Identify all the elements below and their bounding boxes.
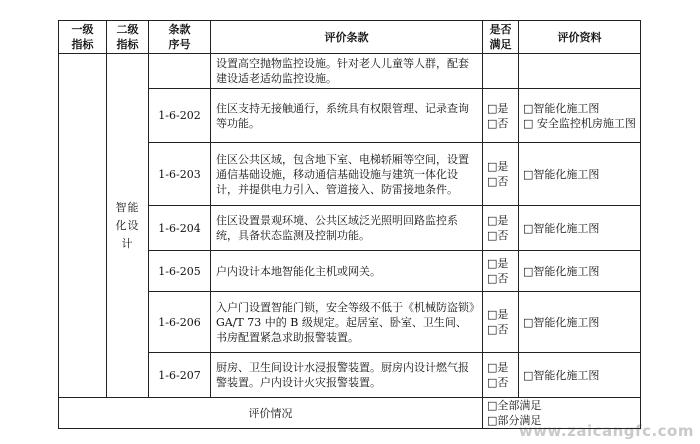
header-row	[59, 21, 641, 54]
clause-text: 住区支持无接触通行，系统具有权限管理、记录查询等功能。	[211, 89, 483, 143]
material-checkbox[interactable]: □智能化施工图	[523, 221, 600, 235]
clause-text: 入户门设置智能门锁，安全等级不低于《机械防盗锁》GA/T 73 中的 B 级规定。起居室、卧室、卫生间、书房配置紧急求助报警装置。	[211, 292, 483, 353]
material-checkbox[interactable]: □智能化施工图	[523, 264, 600, 278]
checkbox-no[interactable]: □否	[487, 376, 509, 389]
checkbox-no[interactable]: □否	[487, 323, 509, 336]
evaluation-table	[58, 20, 641, 429]
clause-text: 住区公共区域，包含地下室、电梯轿厢等空间，设置通信基础设施，移动通信基础设施与建筑一体化设计，并提供电力引入、管道接入、防雷接地条件。	[211, 143, 483, 206]
material-cell	[519, 206, 641, 251]
watermark: www.zaicangfc.com	[518, 422, 694, 440]
checkbox-partially-met[interactable]: □部分满足	[487, 414, 542, 427]
checkbox-yes[interactable]: □是	[487, 257, 509, 270]
material-cell	[519, 292, 641, 353]
checkbox-all-met[interactable]: □全部满足	[487, 399, 542, 412]
clause-code: 1-6-207	[149, 353, 211, 398]
material-checkbox[interactable]: □智能化施工图	[523, 101, 600, 115]
checkbox-yes[interactable]: □是	[487, 214, 509, 227]
clause-code: 1-6-206	[149, 292, 211, 353]
material-cell	[519, 143, 641, 206]
checkbox-no[interactable]: □否	[487, 175, 509, 188]
checkbox-yes[interactable]: □是	[487, 101, 509, 115]
met-cell	[483, 292, 519, 353]
material-cell	[519, 353, 641, 398]
met-cell	[483, 54, 519, 89]
header-material: 评价资料	[519, 21, 641, 54]
material-checkbox[interactable]: □智能化施工图	[523, 315, 600, 329]
met-cell	[483, 251, 519, 292]
clause-code: 1-6-204	[149, 206, 211, 251]
material-checkbox[interactable]: □ 安全监控机房施工图	[523, 116, 636, 130]
level2-cell: 智能 化设 计	[107, 54, 149, 398]
checkbox-yes[interactable]: □是	[487, 308, 509, 321]
clause-text: 住区设置景观环境、公共区域泛光照明回路监控系统，具备状态监测及控制功能。	[211, 206, 483, 251]
material-cell	[519, 251, 641, 292]
summary-label: 评价情况	[59, 398, 483, 429]
checkbox-no[interactable]: □否	[487, 272, 509, 285]
clause-code	[149, 54, 211, 89]
header-level2: 二级 指标	[107, 21, 149, 54]
checkbox-no[interactable]: □否	[487, 116, 509, 130]
checkbox-yes[interactable]: □是	[487, 361, 509, 374]
clause-text: 设置高空抛物监控设施。针对老人儿童等人群，配套建设适老适幼监控设施。	[211, 54, 483, 89]
material-cell	[519, 89, 641, 143]
checkbox-no[interactable]: □否	[487, 229, 509, 242]
met-cell	[483, 206, 519, 251]
material-checkbox[interactable]: □智能化施工图	[523, 167, 600, 181]
met-cell	[483, 353, 519, 398]
clause-code: 1-6-202	[149, 89, 211, 143]
header-met: 是否 满足	[483, 21, 519, 54]
level1-cell	[59, 54, 107, 398]
clause-text: 厨房、卫生间设计水浸报警装置。厨房内设计燃气报警装置。户内设计火灾报警装置。	[211, 353, 483, 398]
material-cell	[519, 54, 641, 89]
clause-code: 1-6-203	[149, 143, 211, 206]
table-row	[59, 54, 641, 89]
met-cell	[483, 143, 519, 206]
header-clause-code: 条款 序号	[149, 21, 211, 54]
material-checkbox[interactable]: □智能化施工图	[523, 368, 600, 382]
checkbox-yes[interactable]: □是	[487, 160, 509, 173]
header-level1: 一级 指标	[59, 21, 107, 54]
clause-text: 户内设计本地智能化主机或网关。	[211, 251, 483, 292]
clause-code: 1-6-205	[149, 251, 211, 292]
met-cell	[483, 89, 519, 143]
header-clause: 评价条款	[211, 21, 483, 54]
